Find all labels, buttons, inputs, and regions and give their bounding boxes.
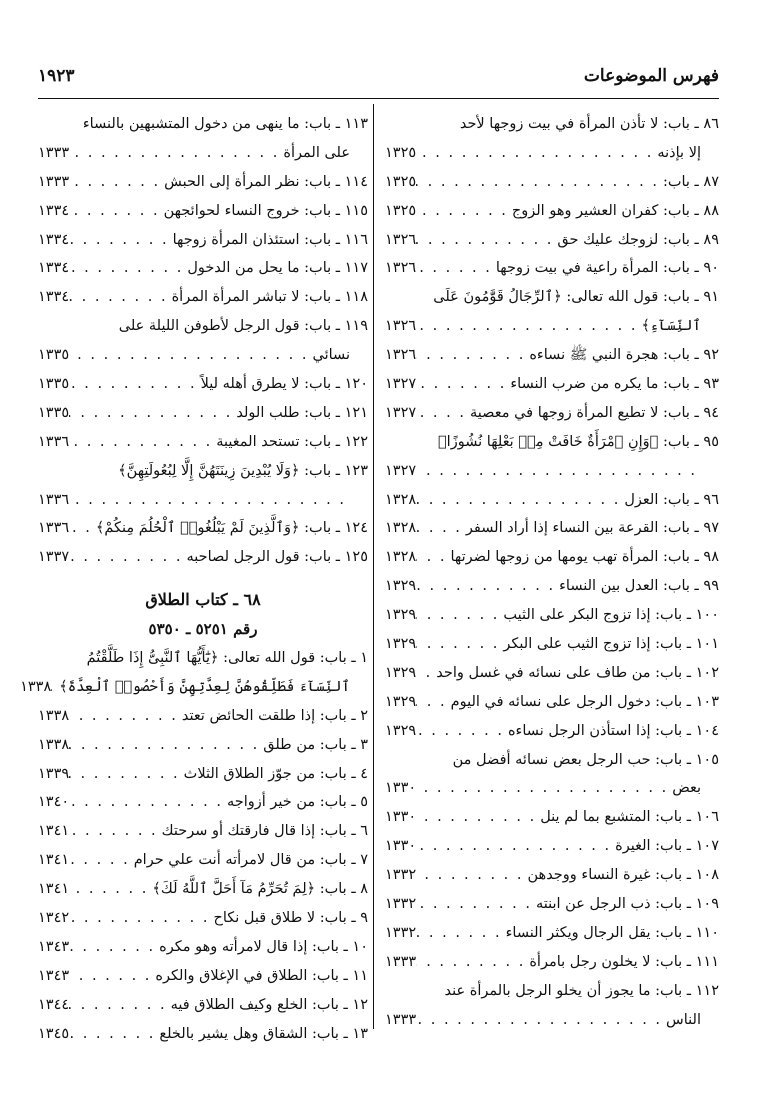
entry-line	[385, 774, 719, 803]
entry-title: ٢ ـ باب: إذا طلقت الحائض تعتد	[181, 707, 368, 724]
index-entry	[385, 688, 719, 717]
left-column	[20, 110, 368, 1049]
entry-page-number: ١٣٢٧	[385, 462, 417, 479]
entry-title: ١٢٥ ـ باب: قول الرجل لصاحبه	[186, 549, 368, 566]
entry-page-number: ١٣٣٥	[38, 347, 70, 364]
entry-title: ٩٨ ـ باب: المرأة تهب يومها من زوجها لضرتها	[450, 549, 719, 566]
entry-page-number: ١٣٤٣	[38, 967, 70, 984]
index-entry	[38, 543, 368, 572]
entry-line	[385, 254, 719, 283]
entry-title: ١٢٤ ـ باب: ﴿وَٱلَّذِينَ لَمْ يَبْلُغُوا۟ ٱلْحُلُمَ مِنكُمْ﴾	[95, 520, 368, 537]
dot-leader	[69, 731, 263, 760]
entry-title: ١٠٨ ـ باب: غيرة النساء ووجدهن	[527, 867, 719, 884]
entry-line	[385, 399, 719, 428]
entry-line	[38, 254, 368, 283]
index-entry	[385, 659, 719, 688]
entry-page-number: ١٣٤٣	[38, 938, 70, 955]
entry-line	[385, 428, 719, 457]
dot-leader	[69, 428, 216, 457]
index-entry	[38, 399, 368, 428]
entry-line	[38, 341, 368, 370]
dot-leader	[416, 312, 641, 341]
index-entry	[385, 370, 719, 399]
entry-title: ٩٠ ـ باب: المرأة راعية في بيت زوجها	[495, 260, 719, 277]
entry-page-number: ١٣٢٥	[385, 144, 417, 161]
entry-title: ٤ ـ باب: من جوّز الطلاق الثلاث	[183, 765, 368, 782]
dot-leader	[69, 370, 200, 399]
entry-line	[38, 168, 368, 197]
entry-line	[385, 1006, 719, 1035]
dot-leader	[69, 702, 182, 731]
entry-line	[38, 428, 368, 457]
index-entry	[38, 110, 368, 168]
entry-title: ١٠٠ ـ باب: إذا تزوج البكر على الثيب	[503, 607, 719, 624]
entry-line	[385, 919, 719, 948]
entry-title: ١١٢ ـ باب: ما يجوز أن يخلو الرجل بالمرأة عند	[444, 982, 719, 999]
entry-page-number: ١٣٢٧	[385, 376, 417, 393]
entry-page-number: ١٣٣٣	[38, 173, 70, 190]
section-entries	[20, 644, 368, 1048]
entry-line	[38, 543, 368, 572]
index-entry	[38, 702, 368, 731]
dot-leader	[69, 962, 155, 991]
entry-title: ٩٦ ـ باب: العزل	[624, 491, 719, 508]
entry-title: ٣ ـ باب: من طلق	[263, 736, 368, 753]
dot-leader	[416, 630, 503, 659]
entry-line	[385, 601, 719, 630]
dot-leader	[69, 846, 134, 875]
entry-line	[385, 630, 719, 659]
entry-line	[38, 197, 368, 226]
entry-line	[385, 890, 719, 919]
dot-leader	[416, 861, 527, 890]
entry-line	[385, 977, 719, 1006]
entry-line	[38, 486, 368, 515]
entry-title: بعض	[672, 780, 701, 797]
entry-line	[38, 110, 368, 139]
entry-title: ١١٠ ـ باب: يقل الرجال ويكثر النساء	[505, 924, 719, 941]
entry-title: ١١٦ ـ باب: استئذان المرأة زوجها	[172, 231, 368, 248]
entry-title: ٩٧ ـ باب: القرعة بين النساء إذا أراد السفر	[465, 520, 719, 537]
index-entry	[385, 977, 719, 1035]
dot-leader	[69, 991, 170, 1020]
entry-line	[38, 644, 368, 673]
entry-page-number: ١٣٣٣	[38, 144, 70, 161]
entry-page-number: ١٣٢٩	[385, 636, 417, 653]
entry-page-number: ١٣٤٤	[38, 996, 70, 1013]
index-entry	[38, 226, 368, 255]
index-entry	[38, 875, 368, 904]
entry-page-number: ١٣٣٨	[20, 678, 52, 695]
entry-page-number: ١٣٣٨	[38, 736, 70, 753]
dot-leader	[69, 1020, 159, 1049]
entry-title: ٨٦ ـ باب: لا تأذن المرأة في بيت زوجها لأحد	[459, 116, 719, 132]
section-range: رقم ٥٢٥١ ـ ٥٣٥٠	[148, 620, 258, 639]
entry-line	[385, 457, 719, 486]
dot-leader	[69, 283, 171, 312]
entry-title: ١١٥ ـ باب: خروج النساء لحوائجهن	[163, 202, 368, 219]
entry-line	[38, 731, 368, 760]
entry-title: ١٠٣ ـ باب: دخول الرجل على نسائه في اليوم	[450, 693, 719, 710]
dot-leader	[416, 601, 503, 630]
index-entry	[385, 948, 719, 977]
entry-title: ٧ ـ باب: من قال لامرأته أنت علي حرام	[133, 852, 368, 869]
entry-line	[38, 457, 368, 486]
entry-line	[38, 904, 368, 933]
dot-leader	[416, 486, 624, 515]
index-entry	[385, 399, 719, 428]
entry-page-number: ١٣٣٦	[38, 491, 70, 508]
entry-line	[20, 673, 368, 702]
entry-page-number: ١٣٣٦	[38, 520, 70, 537]
entry-line	[385, 861, 719, 890]
index-entry	[385, 197, 719, 226]
entry-line	[385, 110, 719, 139]
entry-title: ٩ ـ باب: لا طلاق قبل نكاح	[213, 910, 368, 927]
entry-line	[385, 688, 719, 717]
entry-line	[385, 803, 719, 832]
entry-title: ١٣ ـ باب: الشقاق وهل يشير بالخلع	[159, 1025, 368, 1042]
entry-page-number: ١٣٢٦	[385, 347, 417, 364]
index-entry	[38, 370, 368, 399]
entry-title: ١١١ ـ باب: لا يخلون رجل بامرأة	[529, 953, 719, 970]
dot-leader	[416, 254, 496, 283]
entry-line	[38, 962, 368, 991]
dot-leader	[69, 817, 162, 846]
entry-title: الناس	[666, 1011, 701, 1028]
left-column-entries	[38, 110, 368, 572]
index-entry	[38, 283, 368, 312]
dot-leader	[416, 832, 615, 861]
entry-page-number: ١٣٣٦	[38, 433, 70, 450]
entry-line	[38, 1020, 368, 1049]
dot-leader	[416, 168, 663, 197]
entry-title: ١٠٧ ـ باب: الغيرة	[615, 838, 719, 855]
dot-leader	[416, 688, 450, 717]
entry-page-number: ١٣٢٩	[385, 578, 417, 595]
dot-leader	[69, 226, 172, 255]
dot-leader	[69, 168, 164, 197]
entry-page-number: ١٣٤١	[38, 823, 70, 840]
dot-leader	[416, 226, 557, 255]
entry-page-number: ١٣٤٢	[38, 910, 70, 927]
entry-page-number: ١٣٢٨	[385, 491, 417, 508]
entry-page-number: ١٣٣٠	[385, 809, 417, 826]
dot-leader	[416, 774, 672, 803]
entry-title: ١١٩ ـ باب: قول الرجل لأطوفن الليلة على	[118, 318, 368, 335]
entry-page-number: ١٣٣٥	[38, 376, 70, 393]
entry-title: ٥ ـ باب: من خير أزواجه	[226, 794, 368, 811]
entry-page-number: ١٣٣٤	[38, 231, 70, 248]
entry-line	[385, 197, 719, 226]
entry-line	[385, 832, 719, 861]
dot-leader	[69, 399, 236, 428]
entry-title: ١١٣ ـ باب: ما ينهى من دخول المتشبهين بالنساء	[82, 116, 368, 132]
entry-title: ١٢٢ ـ باب: تستحد المغيبة	[216, 433, 368, 450]
dot-leader	[69, 788, 227, 817]
dot-leader	[416, 543, 450, 572]
dot-leader	[416, 919, 505, 948]
dot-leader	[69, 933, 159, 962]
entry-line	[38, 933, 368, 962]
dot-leader	[51, 673, 59, 702]
dot-leader	[416, 948, 529, 977]
column-divider	[373, 104, 374, 1029]
entry-line	[385, 948, 719, 977]
dot-leader	[69, 139, 283, 168]
entry-title: على المرأة	[283, 144, 350, 161]
index-entry	[385, 110, 719, 168]
entry-title: ١٠ ـ باب: إذا قال لامرأته وهو مكره	[159, 938, 368, 955]
index-entry	[385, 601, 719, 630]
entry-page-number: ١٣٢٩	[385, 607, 417, 624]
dot-leader	[69, 341, 312, 370]
entry-page-number: ١٣٢٩	[385, 722, 417, 739]
entry-line	[38, 370, 368, 399]
entry-page-number: ١٣٢٧	[385, 404, 417, 421]
entry-page-number: ١٣٢٨	[385, 549, 417, 566]
index-entry	[385, 746, 719, 804]
index-entry	[38, 933, 368, 962]
entry-line	[38, 788, 368, 817]
index-entry	[385, 226, 719, 255]
index-entry	[38, 514, 368, 543]
entry-page-number: ١٣٤٠	[38, 794, 70, 811]
entry-line	[385, 226, 719, 255]
index-entry	[385, 630, 719, 659]
entry-page-number: ١٣٢٦	[385, 231, 417, 248]
entry-line	[385, 717, 719, 746]
index-entry	[38, 457, 368, 515]
entry-page-number: ١٣٢٨	[385, 520, 417, 537]
dot-leader	[416, 341, 529, 370]
entry-page-number: ١٣٣٥	[38, 404, 70, 421]
index-entry	[385, 803, 719, 832]
entry-line	[38, 702, 368, 731]
dot-leader	[416, 1006, 666, 1035]
entry-title: إلا بإذنه	[657, 144, 701, 161]
entry-line	[38, 226, 368, 255]
entry-title: ٱلنِّسَآءِ﴾	[641, 318, 701, 335]
entry-title: ١٠٩ ـ باب: ذب الرجل عن ابنته	[535, 896, 719, 913]
dot-leader	[69, 197, 163, 226]
entry-line	[38, 875, 368, 904]
entry-title: ١٢٣ ـ باب: ﴿وَلَا يُبْدِينَ زِينَتَهُنَّ إِلَّا لِبُعُولَتِهِنَّ﴾	[118, 462, 368, 479]
header-rule	[38, 98, 719, 99]
entry-title: ١٢١ ـ باب: طلب الولد	[236, 404, 368, 421]
entry-page-number: ١٣٢٦	[385, 318, 417, 335]
entry-title: نسائي	[312, 347, 350, 364]
entry-title: ١١٨ ـ باب: لا تباشر المرأة المرأة	[171, 289, 368, 306]
entry-page-number: ١٣٣٨	[38, 707, 70, 724]
entry-page-number: ١٣٢٩	[385, 664, 417, 681]
entry-title: ١٢٠ ـ باب: لا يطرق أهله ليلاً	[200, 376, 368, 393]
index-entry	[38, 904, 368, 933]
entry-page-number: ١٣٣٠	[385, 780, 417, 797]
entry-line	[385, 168, 719, 197]
entry-page-number: ١٣٤١	[38, 881, 70, 898]
index-entry	[385, 890, 719, 919]
right-column	[385, 110, 719, 1035]
entry-line	[38, 846, 368, 875]
entry-page-number: ١٣٣٢	[385, 896, 417, 913]
entry-line	[385, 543, 719, 572]
entry-page-number: ١٣٤٥	[38, 1025, 70, 1042]
dot-leader	[416, 370, 510, 399]
entry-line	[38, 760, 368, 789]
index-entry	[38, 428, 368, 457]
entry-line	[38, 139, 368, 168]
entry-title: ١٠٢ ـ باب: من طاف على نسائه في غسل واحد	[436, 664, 719, 681]
entry-page-number: ١٣٣٤	[38, 289, 70, 306]
entry-title: ٨ ـ باب: ﴿لِمَ تُحَرِّمُ مَآ أَحَلَّ ٱللَّهُ لَكَ﴾	[152, 881, 368, 898]
entry-line	[385, 659, 719, 688]
entry-line	[385, 370, 719, 399]
entry-title: ٩١ ـ باب: قول الله تعالى: ﴿ٱلرِّجَالُ قَوَّٰمُونَ عَلَى	[433, 289, 719, 306]
dot-leader	[416, 457, 701, 486]
entry-title: ١١٤ ـ باب: نظر المرأة إلى الحبش	[164, 173, 368, 190]
entry-line	[385, 572, 719, 601]
section-title: ٦٨ ـ كتاب الطلاق	[145, 590, 261, 610]
entry-line	[385, 139, 719, 168]
entry-page-number: ١٣٣٧	[38, 549, 70, 566]
index-entry	[38, 168, 368, 197]
entry-title: ٨٧ ـ باب:	[662, 173, 719, 190]
dot-leader	[416, 572, 559, 601]
index-entry	[385, 717, 719, 746]
index-entry	[385, 543, 719, 572]
entry-title: ١٠٤ ـ باب: إذا استأذن الرجل نساءه	[507, 722, 719, 739]
index-entry	[385, 919, 719, 948]
entry-title: ١١ ـ باب: الطلاق في الإغلاق والكره	[155, 967, 368, 984]
entry-page-number: ١٣٤١	[38, 852, 70, 869]
dot-leader	[416, 890, 536, 919]
entry-page-number: ١٣٣٣	[385, 953, 417, 970]
entry-title: ٩٩ ـ باب: العدل بين النساء	[559, 578, 719, 595]
entry-page-number: ١٣٣٠	[385, 838, 417, 855]
index-entry	[38, 1020, 368, 1049]
index-entry	[38, 254, 368, 283]
entry-page-number: ١٣٢٦	[385, 260, 417, 277]
entry-title: ٦ ـ باب: إذا قال فارقتك أو سرحتك	[161, 823, 368, 840]
dot-leader	[69, 486, 350, 515]
index-entry	[385, 572, 719, 601]
index-entry	[38, 991, 368, 1020]
dot-leader	[416, 197, 512, 226]
dot-leader	[69, 254, 187, 283]
index-entry	[38, 197, 368, 226]
entry-line	[38, 312, 368, 341]
entry-line	[385, 312, 719, 341]
page-number: ١٩٢٣	[38, 66, 75, 86]
index-entry	[385, 486, 719, 515]
entry-title: ٩٢ ـ باب: هجرة النبي ﷺ نساءه	[529, 347, 719, 364]
index-entry	[38, 731, 368, 760]
index-entry	[385, 254, 719, 283]
entry-page-number: ١٣٣٩	[38, 765, 70, 782]
index-entry	[38, 846, 368, 875]
entry-line	[385, 746, 719, 775]
dot-leader	[416, 803, 540, 832]
index-entry	[38, 312, 368, 370]
entry-page-number: ١٣٣٣	[385, 1011, 417, 1028]
dot-leader	[69, 514, 96, 543]
dot-leader	[69, 904, 213, 933]
dot-leader	[416, 717, 508, 746]
entry-line	[385, 283, 719, 312]
dot-leader	[69, 875, 152, 904]
entry-page-number: ١٣٣٤	[38, 202, 70, 219]
entry-title: ٱلنِّسَآءَ فَطَلِّقُوهُنَّ لِعِدَّتِهِنَّ وَأَحْصُوا۟ ٱلْعِدَّةَ﴾	[59, 678, 350, 695]
dot-leader	[416, 399, 470, 428]
entry-line	[38, 991, 368, 1020]
index-entry	[385, 341, 719, 370]
entry-title: ٩٥ ـ باب: ﴿وَإِنِ ٱمْرَأَةٌ خَافَتْ مِنۢ بَعْلِهَا نُشُوزًا﴾	[437, 433, 719, 450]
entry-page-number: ١٣٢٥	[385, 202, 417, 219]
dot-leader	[416, 659, 436, 688]
entry-page-number: ١٣٣٤	[38, 260, 70, 277]
index-entry	[38, 788, 368, 817]
entry-title: ٩٣ ـ باب: ما يكره من ضرب النساء	[510, 376, 719, 393]
entry-line	[385, 341, 719, 370]
entry-line	[38, 283, 368, 312]
entry-line	[38, 817, 368, 846]
entry-line	[38, 399, 368, 428]
index-entry	[385, 168, 719, 197]
entry-title: ١٠٦ ـ باب: المتشبع بما لم ينل	[540, 809, 719, 826]
entry-line	[385, 486, 719, 515]
entry-title: ١٠٥ ـ باب: حب الرجل بعض نسائه أفضل من	[452, 751, 719, 768]
entry-title: ٨٨ ـ باب: كفران العشير وهو الزوج	[511, 202, 719, 219]
index-entry	[385, 428, 719, 486]
dot-leader	[69, 543, 186, 572]
index-entry	[20, 644, 368, 702]
dot-leader	[69, 760, 184, 789]
entry-title: ١٢ ـ باب: الخلع وكيف الطلاق فيه	[170, 996, 368, 1013]
index-entry	[38, 760, 368, 789]
entry-page-number: ١٣٣٢	[385, 924, 417, 941]
entry-title: ٨٩ ـ باب: لزوجك عليك حق	[557, 231, 719, 248]
index-entry	[385, 283, 719, 341]
page-header	[38, 66, 719, 96]
entry-page-number: ١٣٢٩	[385, 693, 417, 710]
dot-leader	[416, 514, 466, 543]
index-entry	[38, 817, 368, 846]
header-title: فهرس الموضوعات	[583, 66, 719, 86]
entry-page-number: ١٣٣٢	[385, 867, 417, 884]
entry-line	[38, 514, 368, 543]
dot-leader	[416, 139, 657, 168]
entry-page-number: ١٣٢٥	[385, 173, 417, 190]
entry-title: ١٠١ ـ باب: إذا تزوج الثيب على البكر	[503, 636, 719, 653]
index-entry	[385, 832, 719, 861]
entry-line	[385, 514, 719, 543]
index-entry	[38, 962, 368, 991]
entry-title: ١ ـ باب: قول الله تعالى: ﴿يَٰٓأَيُّهَا ٱلنَّبِىُّ إِذَا طَلَّقْتُمُ	[86, 650, 368, 667]
index-entry	[385, 861, 719, 890]
entry-title: ١١٧ ـ باب: ما يحل من الدخول	[187, 260, 368, 277]
index-entry	[385, 514, 719, 543]
entry-title: ٩٤ ـ باب: لا تطيع المرأة زوجها في معصية	[469, 404, 719, 421]
